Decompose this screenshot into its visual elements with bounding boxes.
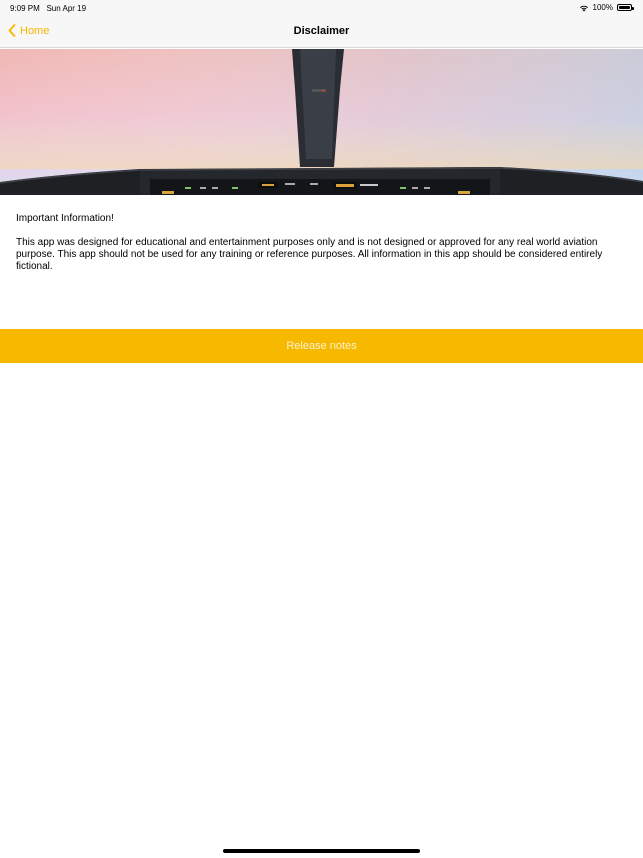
status-bar — [0, 0, 643, 16]
cockpit-image — [0, 49, 643, 195]
disclaimer-body: This app was designed for educational and entertainment purposes only and is not designed or approved for any real world aviation purpose. This app should not be used for any training or reference purposes. All information in this app should be considered entirely fictional. — [16, 237, 603, 272]
status-indicators — [579, 3, 632, 12]
home-indicator[interactable] — [223, 849, 420, 853]
status-time — [10, 4, 86, 13]
battery-icon — [617, 4, 632, 11]
back-button-label: Home — [20, 24, 50, 37]
status-date-text: Sun Apr 19 — [46, 4, 87, 13]
battery-percent: 100% — [592, 3, 613, 12]
navigation-bar — [0, 16, 643, 48]
wifi-icon — [579, 4, 589, 12]
disclaimer-content — [16, 213, 627, 273]
release-notes-button[interactable]: Release notes — [0, 329, 643, 363]
disclaimer-heading: Important Information! — [16, 213, 114, 224]
page-title: Disclaimer — [293, 25, 350, 37]
status-time-text: 9:09 PM — [10, 4, 40, 13]
